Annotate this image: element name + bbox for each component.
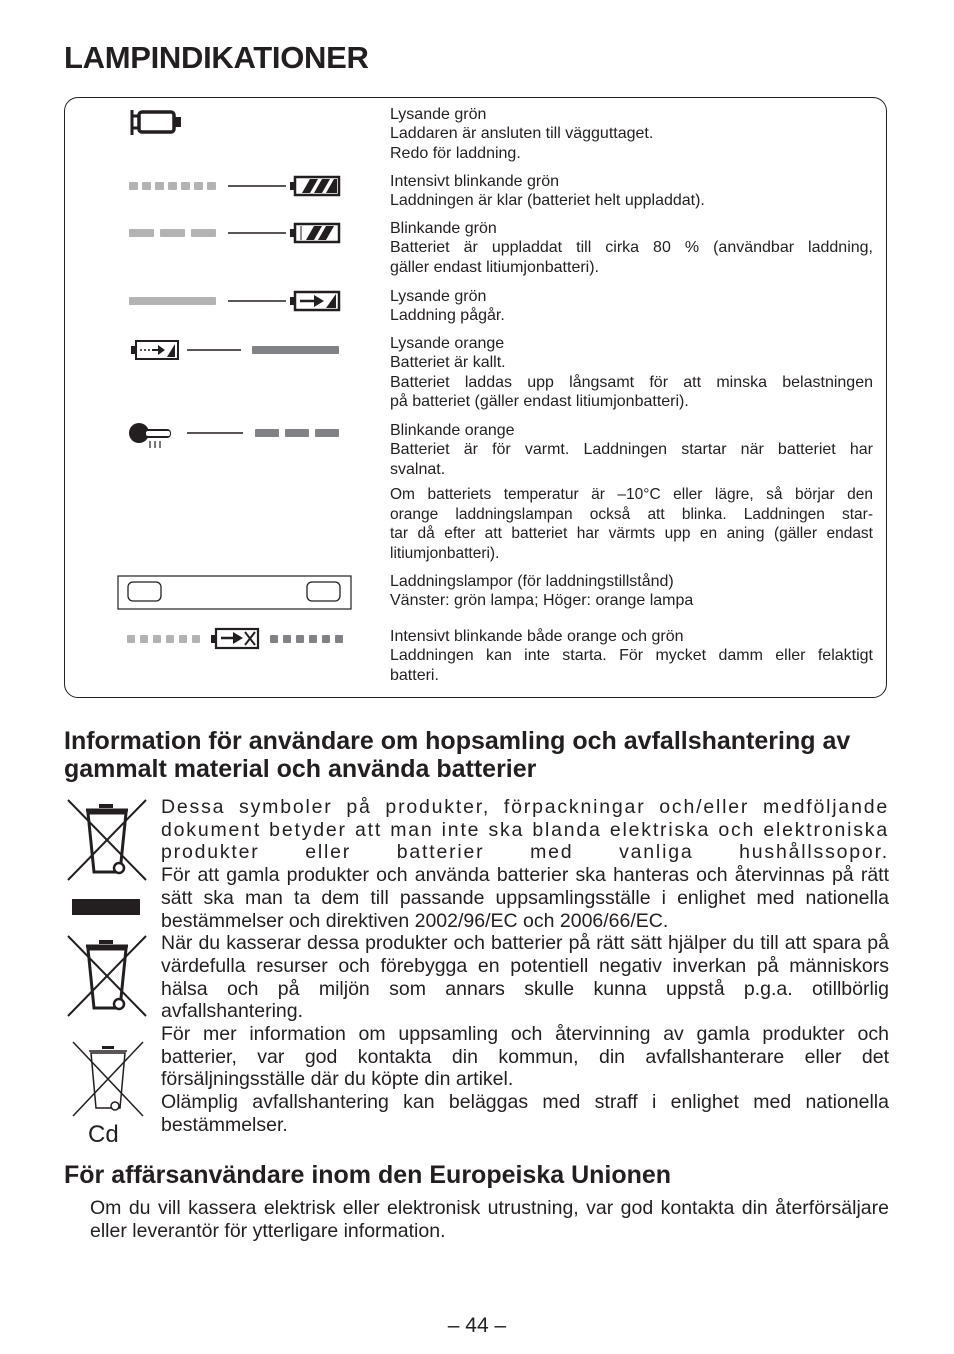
lamp-desc-8: Laddningslampor (för laddningstillstånd) Vänster: grön lampa; Höger: orange lampa — [390, 573, 694, 610]
lamp-desc-6: Blinkande orange Batteriet är för varmt. Laddningen startar när batteriet har svalnat. — [390, 422, 873, 478]
battery-hot-indicator — [128, 420, 343, 450]
cd-label: Cd — [88, 1121, 119, 1148]
rapid-blink-green-indicator — [128, 174, 343, 198]
page-number: – 44 – — [447, 1314, 507, 1337]
solid-green-indicator — [128, 289, 343, 313]
paragraph: Om du vill kassera elektrisk eller elektronisk utrustning, var god kontakta din återförsäljare eller leverantör för ytterligare information. — [90, 1197, 889, 1242]
page-title: LAMPINDIKATIONER — [64, 40, 369, 75]
paragraph: För att gamla produkter och använda batterier ska hanteras och återvinnas på rätt sätt ska man ta dem till passande uppsamlingsställe i enlighet med nationella bestämmelser och direktiven 2002/96/EC och 2006/66/EC. — [161, 864, 889, 932]
section-heading: Information för användare om hopsamling och avfallshantering av gammalt material och använda batterier — [64, 727, 851, 783]
paragraph: Dessa symboler på produkter, förpackningar och/eller medföljande dokument betyder att man inte ska blanda elektriska och elektroniska produkter eller batterier med vanliga hushållssopor. — [161, 796, 889, 864]
lamp-desc-4: Lysande grön Laddning pågår. — [390, 288, 505, 325]
plug-icon — [128, 107, 184, 139]
crossed-bin-cd-icon — [71, 1040, 147, 1118]
charging-error-indicator — [125, 626, 347, 652]
paragraph: För mer information om uppsamling och återvinning av gamla produkter och batterier, var god kontakta din kommun, din avfallshanterare eller det försäljningsställe där du köpte din artikel. — [161, 1023, 889, 1091]
battery-cold-indicator — [128, 338, 343, 362]
business-text — [90, 1197, 889, 1242]
paragraph: Olämplig avfallshantering kan beläggas med straff i enlighet med nationella bestämmelser. — [161, 1091, 889, 1136]
crossed-bin-icon — [66, 934, 150, 1018]
paragraph: När du kasserar dessa produkter och batterier på rätt sätt hjälper du till att spara på värdefulla resurser och förebygga en potentiell negativ inverkan på människors hälsa och på miljön som annars skulle kunna uppstå p.g.a. otillbörlig avfallshantering. — [161, 932, 889, 1023]
lamp-desc-5: Lysande orange Batteriet är kallt. Batteriet laddas upp långsamt för att minska belastningen på batteriet (gäller endast litiumjonbatteri). — [390, 335, 873, 411]
lamp-desc-1: Lysande grön Laddaren är ansluten till vägguttaget. Redo för laddning. — [390, 106, 654, 162]
disposal-body-text — [161, 796, 889, 1137]
charging-lamps-diagram — [117, 575, 353, 611]
business-heading: För affärsanvändare inom den Europeiska Unionen — [64, 1161, 672, 1189]
lamp-desc-9: Intensivt blinkande både orange och grön Laddningen kan inte starta. För mycket damm eller felaktigt batteri. — [390, 628, 873, 684]
lamp-desc-7: Om batteriets temperatur är –10°C eller lägre, så börjar den orange laddningslampan också att blinka. Laddningen star- tar då efter att batteriet har värmts upp en aning (gäller endast litiumjonbatteri). — [390, 486, 873, 562]
crossed-bin-icon — [66, 798, 150, 918]
blink-green-indicator — [128, 221, 343, 245]
lamp-desc-2: Intensivt blinkande grön Laddningen är klar (batteriet helt uppladdat). — [390, 173, 705, 210]
lamp-desc-3: Blinkande grön Batteriet är uppladdat till cirka 80 % (användbar laddning, gäller endast litiumjonbatteri). — [390, 220, 873, 276]
